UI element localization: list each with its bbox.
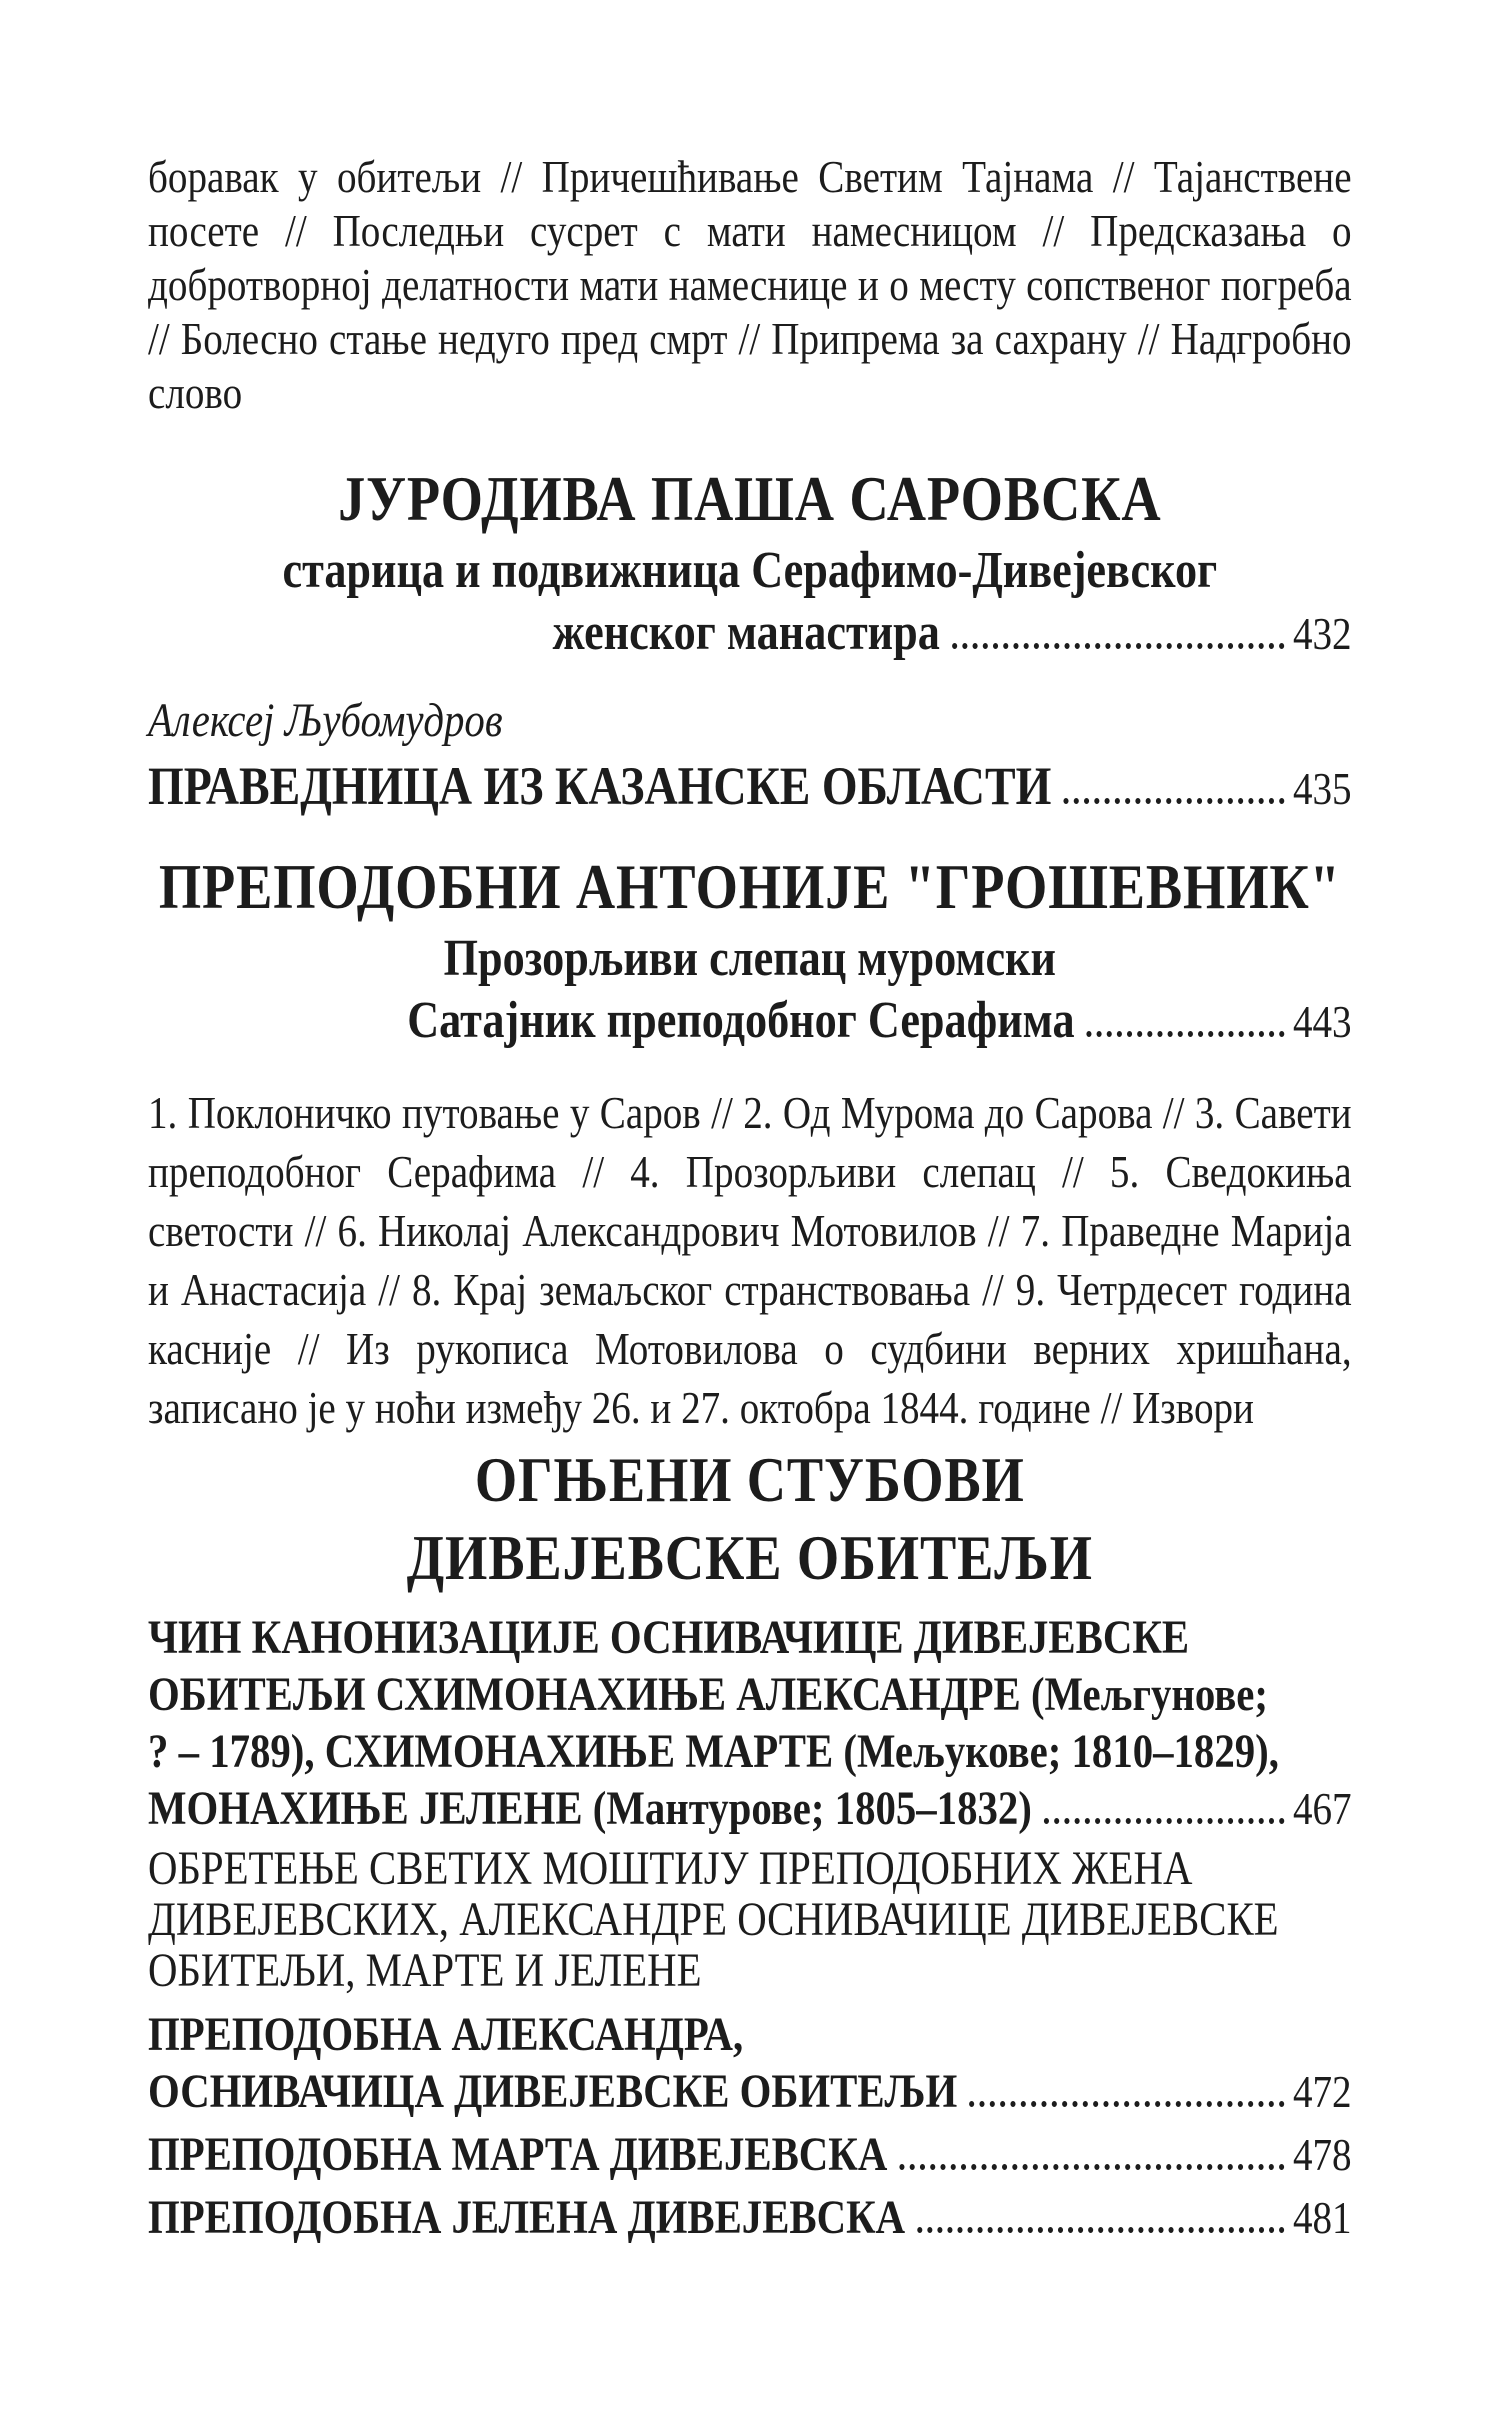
section-title-antonije-grosevnik: ПРЕПОДОБНИ АНТОНИЈЕ "ГРОШЕВНИК" <box>158 851 1341 922</box>
section-subtitle-pasha: старица и подвижница Серафимо-Дивејевског <box>282 542 1218 599</box>
toc-entry-line: ? – 1789), СХИМОНАХИЊЕ МАРТЕ (Мељукове; 1810–1829), <box>148 1725 1279 1778</box>
toc-entry-line: ДИВЕЈЕВСКИХ, АЛЕКСАНДРЕ ОСНИВАЧИЦЕ ДИВЕЈЕВСКЕ <box>148 1893 1279 1946</box>
toc-entry-prepodobna-marta <box>148 2126 1352 2183</box>
toc-entry-canonization <box>148 1609 1352 1837</box>
toc-entry-text: ПРАВЕДНИЦА ИЗ КАЗАНСКЕ ОБЛАСТИ <box>148 756 1052 816</box>
author-name: Алексеј Љубомудров <box>148 694 503 747</box>
leader-dots <box>1063 788 1284 804</box>
page-number: 443 <box>1292 996 1352 1047</box>
leader-dots <box>952 633 1285 649</box>
toc-entry-satajnik <box>148 990 1352 1053</box>
leader-dots <box>899 2154 1284 2170</box>
toc-entry-line: ЧИН КАНОНИЗАЦИЈЕ ОСНИВАЧИЦЕ ДИВЕЈЕВСКЕ <box>148 1611 1190 1664</box>
page-number: 435 <box>1292 763 1352 814</box>
toc-entry-prepodobna-aleksandra <box>148 2006 1352 2120</box>
text-column <box>148 0 1352 2246</box>
toc-entry-line: ОБРЕТЕЊЕ СВЕТИХ МОШТИЈУ ПРЕПОДОБНИХ ЖЕНА <box>148 1842 1193 1895</box>
section-title-ognjeni-stubovi-line1: ОГЊЕНИ СТУБОВИ <box>474 1444 1025 1515</box>
toc-entry-text: женског манастира <box>552 604 940 661</box>
page-number: 478 <box>1292 2129 1352 2180</box>
toc-entry-text: МОНАХИЊЕ ЈЕЛЕНЕ (Мантурове; 1805–1832) <box>148 1782 1032 1835</box>
page-number: 472 <box>1292 2066 1352 2117</box>
toc-entry-text: Сатајник преподобног Серафима <box>407 992 1075 1049</box>
leader-dots <box>1044 1808 1285 1824</box>
leader-dots <box>917 2217 1284 2233</box>
toc-entry-text: ПРЕПОДОБНА ЈЕЛЕНА ДИВЕЈЕВСКА <box>148 2191 906 2244</box>
toc-entry-pravednica <box>148 753 1352 822</box>
toc-entry-prepodobna-jelena <box>148 2189 1352 2246</box>
toc-entry-last-line <box>148 1780 1352 1837</box>
toc-entry-obretenje <box>148 1843 1352 1996</box>
chapter-list-antonije: 1. Поклоничко путовање у Саров // 2. Од Мурома до Сарова // 3. Савети преподобног Серафима // 4. Прозорљиви слепац // 5. Сведокиња светости // 6. Николај Александрович Мотовилов // 7. Праведне Марија и Анастасија // 8. Крај земаљског странствовања // 9. Четрдесет година касније // Из рукописа Мотовилова о судбини верних хришћана, записано је у ноћи између 26. и 27. октобра 1844. године // Извори <box>148 1087 1352 1433</box>
page-number: 432 <box>1292 608 1352 659</box>
section-title-pasha-sarovska: ЈУРОДИВА ПАША САРОВСКА <box>338 463 1162 534</box>
page-number: 481 <box>1292 2192 1352 2243</box>
toc-entry-last-line <box>148 2063 1352 2120</box>
toc-entry-line: ОБИТЕЉИ СХИМОНАХИЊЕ АЛЕКСАНДРЕ (Мељгунове; <box>148 1668 1268 1721</box>
intro-continued-chapter-list: боравак у обитељи // Причешћивање Светим Тајнама // Тајанствене посете // Последњи сусрет с мати намесницом // Предсказања о добротворној делатности мати намеснице и о месту сопственог погреба // Болесно стање недуго пред смрт // Припрема за сахрану // Надгробно слово <box>148 151 1352 418</box>
page-number: 467 <box>1292 1783 1352 1834</box>
section-title-ognjeni-stubovi-line2: ДИВЕЈЕВСКЕ ОБИТЕЉИ <box>406 1522 1093 1593</box>
toc-entry-line: ПРЕПОДОБНА АЛЕКСАНДРА, <box>148 2008 744 2061</box>
toc-entry-line: ОБИТЕЉИ, МАРТЕ И ЈЕЛЕНЕ <box>148 1944 702 1997</box>
leader-dots <box>969 2091 1284 2107</box>
section-subtitle-antonije: Прозорљиви слепац муромски <box>443 930 1056 987</box>
toc-entry-zenskog-manastira <box>148 602 1352 665</box>
toc-entry-last-line <box>148 2126 1352 2183</box>
toc-entry-text: ПРЕПОДОБНА МАРТА ДИВЕЈЕВСКА <box>148 2128 888 2181</box>
toc-content <box>148 150 1352 2246</box>
toc-entry-text: ОСНИВАЧИЦА ДИВЕЈЕВСКЕ ОБИТЕЉИ <box>148 2065 958 2118</box>
leader-dots <box>1086 1021 1284 1037</box>
toc-entry-last-line <box>148 2189 1352 2246</box>
